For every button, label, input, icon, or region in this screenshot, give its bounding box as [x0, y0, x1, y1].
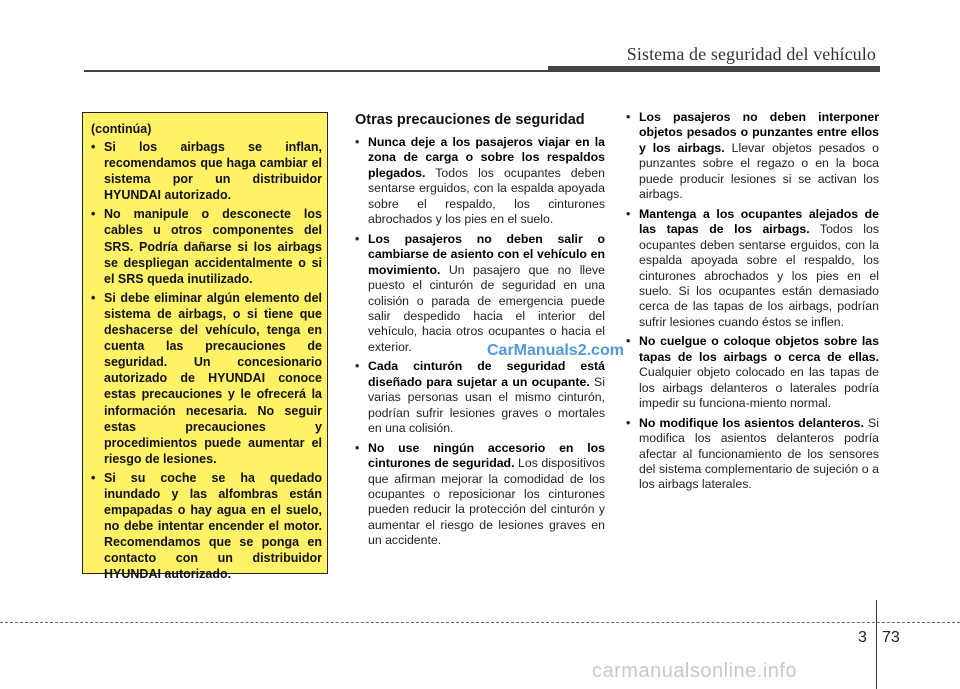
precaution-lead: No modifique los asientos delanteros. [639, 415, 864, 430]
precaution-body: Todos los ocupantes deben sentarse erguidos, con la espalda apoyada sobre el respaldo, los cinturones abrochados y los pies en el suelo. [368, 165, 605, 227]
footer-rule [0, 622, 960, 623]
precaution-item [626, 207, 879, 331]
precaution-item [355, 441, 605, 549]
precaution-body: Un pasajero que no lleve puesto el cinturón de seguridad en una colisión o parada de emergencia puede salir despedido hacia el interior del vehículo, hacia otros ocupantes o hacia el exterior. [368, 262, 605, 354]
precaution-item [355, 359, 605, 436]
watermark: CarManuals2.com [487, 342, 624, 359]
source-watermark: carmanualsonline.info [592, 660, 798, 682]
column-middle [355, 110, 605, 553]
precaution-body: Si varias personas usan el mismo cinturón, podrían sufrir lesiones graves o mortales en una colisión. [368, 374, 605, 436]
header-rule-accent [548, 66, 880, 71]
precaution-item [355, 232, 605, 356]
warning-item: • No manipule o desconecte los cables u otros componentes del SRS. Podría dañarse si los airbags se despliegan accidentalmente o si el SRS queda inutilizado. [91, 206, 322, 286]
precaution-lead: No cuelgue o coloque objetos sobre las tapas de los airbags o cerca de ellas. [639, 334, 879, 364]
precaution-lead: Mantenga a los ocupantes alejados de las tapas de los airbags. [639, 206, 879, 237]
warning-item: • Si los airbags se inflan, recomendamos que haga cambiar el sistema por un distribuidor HYUNDAI autorizado. [91, 139, 322, 203]
precaution-body: Los dispositivos que afirman mejorar la comodidad de los ocupantes o reposicionar los cinturones pueden reducir la protección del cinturón y aumentar el riesgo de lesiones graves en un accidente. [368, 456, 605, 548]
precaution-body: Todos los ocupantes deben sentarse erguidos, con la espalda apoyada sobre el respaldo, los cinturones abrochados y los pies en el suelo. Si los ocupantes están demasiado cerca de las tapas de los airbags, podrían sufrir lesiones cuando éstos se inflen. [639, 222, 879, 329]
footer-divider [876, 600, 877, 689]
precaution-body: Cualquier objeto colocado en las tapas de los airbags delanteros o laterales podría impedir su funciona-miento normal. [639, 365, 879, 411]
precaution-item [626, 110, 879, 203]
precaution-item [626, 416, 879, 493]
precaution-list-right [626, 110, 879, 493]
precaution-lead: No use ningún accesorio en los cinturones de seguridad. [368, 440, 605, 471]
precaution-lead: Los pasajeros no deben interponer objetos pesados o punzantes entre ellos y los airbags. [639, 110, 879, 155]
warning-list [91, 139, 322, 583]
precaution-lead: Nunca deje a los pasajeros viajar en la zona de carga o sobre los respaldos plegados. [368, 135, 605, 180]
section-title: Otras precauciones de seguridad [355, 112, 585, 128]
precaution-body: Llevar objetos pesados o punzantes sobre el regazo o en la boca puede producir lesiones si se activan los airbags. [639, 140, 879, 202]
precaution-lead: Los pasajeros no deben salir o cambiarse de asiento con el vehículo en movimiento. [368, 231, 605, 277]
column-right [626, 110, 879, 497]
precaution-lead: Cada cinturón de seguridad está diseñado para sujetar a un ocupante. [368, 359, 605, 389]
continued-label: (continúa) [91, 122, 152, 136]
page-header-title: Sistema de seguridad del vehículo [626, 44, 876, 64]
chapter-number: 3 [858, 629, 867, 646]
warning-item: • Si su coche se ha quedado inundado y las alfombras están empapadas o hay agua en el suelo, no debe intentar encender el motor. Recomendamos que se ponga en contacto con un distribuidor HYUNDAI autorizado. [91, 470, 322, 583]
precaution-body: Si modifica los asientos delanteros podría afectar al funcionamiento de los sensores del sistema complementario de sujeción o a los airbags laterales. [639, 415, 879, 492]
warning-item: • Si debe eliminar algún elemento del sistema de airbags, o si tiene que deshacerse del vehículo, tenga en cuenta las precauciones de seguridad. Un concesionario autorizado de HYUNDAI conoce estas precauciones y le ofrecerá la información necesaria. No seguir estas precauciones y procedimientos puede aumentar el riesgo de lesiones. [91, 290, 322, 467]
precaution-item [355, 135, 605, 228]
page-number: 73 [882, 629, 900, 646]
precaution-item [626, 334, 879, 411]
warning-box [82, 112, 328, 582]
